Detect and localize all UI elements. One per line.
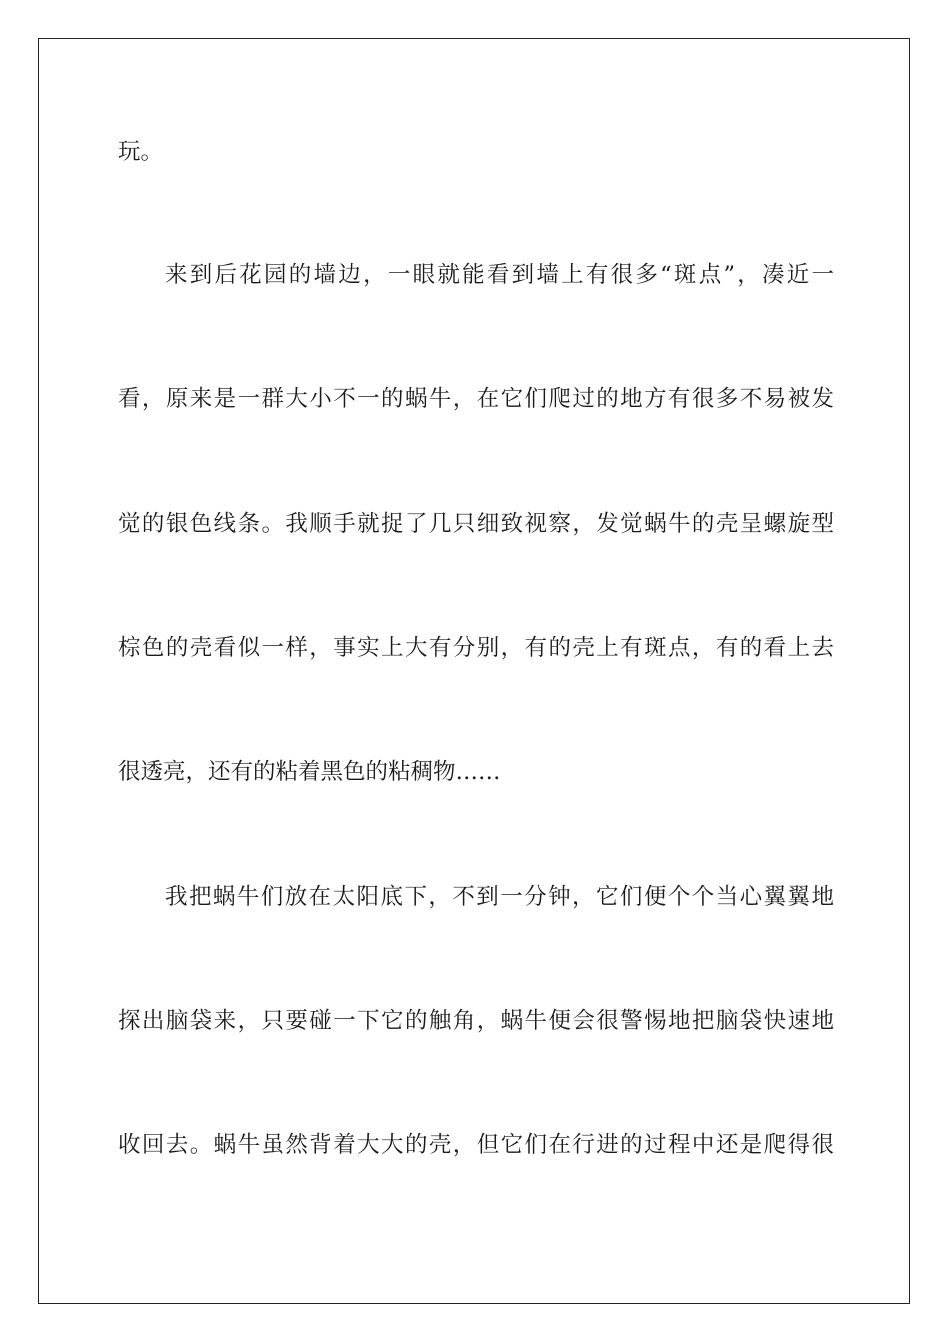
- text-line-2: 来到后花园的墙边，一眼就能看到墙上有很多“斑点”，凑近一: [165, 262, 834, 288]
- text-line-8: 探出脑袋来，只要碰一下它的触角，蜗牛便会很警惕地把脑袋快速地: [118, 1008, 834, 1034]
- text-line-5: 棕色的壳看似一样，事实上大有分别，有的壳上有斑点，有的看上去: [118, 635, 834, 661]
- text-line-6: 很透亮，还有的粘着黑色的粘稠物……: [118, 759, 501, 785]
- text-line-3: 看，原来是一群大小不一的蜗牛，在它们爬过的地方有很多不易被发: [118, 386, 834, 412]
- page-border: [38, 38, 910, 1304]
- text-line-1: 玩。: [118, 139, 164, 165]
- text-line-4: 觉的银色线条。我顺手就捉了几只细致视察，发觉蜗牛的壳呈螺旋型: [118, 511, 834, 537]
- text-line-9: 收回去。蜗牛虽然背着大大的壳，但它们在行进的过程中还是爬得很: [118, 1132, 834, 1158]
- text-line-7: 我把蜗牛们放在太阳底下，不到一分钟，它们便个个当心翼翼地: [165, 884, 834, 910]
